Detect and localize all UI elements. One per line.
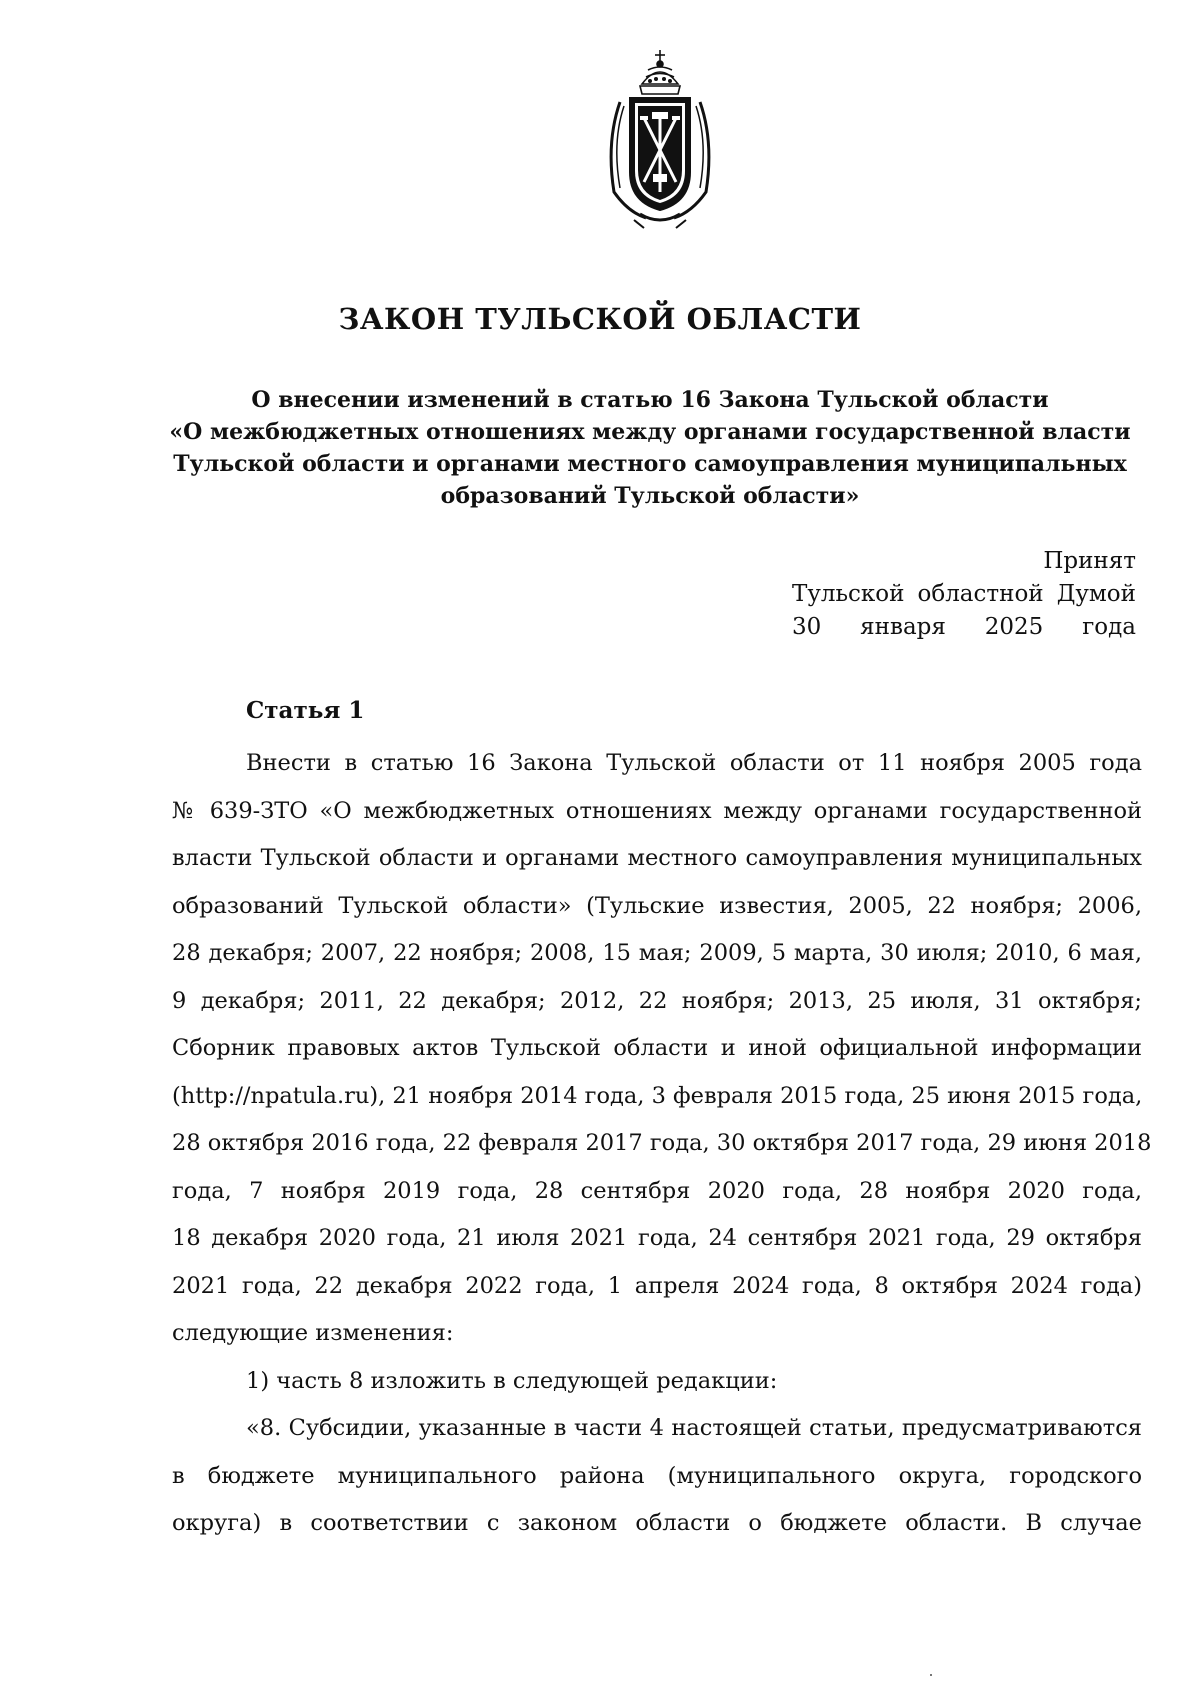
law-subtitle	[150, 384, 1150, 512]
adopted-by	[792, 578, 1136, 611]
body-line: в бюджете муниципального района (муниципального округа, городского	[172, 1462, 1142, 1489]
body-line: № 639-ЗТО «О межбюджетных отношениях между органами государственной	[172, 797, 1142, 824]
adopted-label: Принят	[1043, 548, 1136, 574]
body-line: Сборник правовых актов Тульской области и иной официальной информации	[172, 1035, 1142, 1061]
adoption-year: 2025	[984, 614, 1044, 640]
body-line: года, 7 ноября 2019 года, 28 сентября 2020 года, 28 ноября 2020 года,	[172, 1177, 1142, 1204]
tula-coat-of-arms-icon	[600, 42, 720, 232]
adoption-year-word: года	[1082, 614, 1136, 640]
subtitle-line: «О межбюджетных отношениях между органами государственной власти	[169, 419, 1131, 445]
body-line: 28 декабря; 2007, 22 ноября; 2008, 15 мая; 2009, 5 марта, 30 июля; 2010, 6 мая,	[172, 940, 1142, 966]
body-line: 18 декабря 2020 года, 21 июля 2021 года, 24 сентября 2021 года, 29 октября	[172, 1225, 1142, 1251]
body-line: образований Тульской области» (Тульские известия, 2005, 22 ноября; 2006,	[172, 892, 1142, 919]
adoption-day: 30	[792, 614, 822, 640]
subtitle-line: образований Тульской области»	[440, 483, 860, 509]
body-line: 28 октября 2016 года, 22 февраля 2017 года, 30 октября 2017 года, 29 июня 2018	[172, 1130, 1152, 1156]
body-line: 9 декабря; 2011, 22 декабря; 2012, 22 ноября; 2013, 25 июля, 31 октября;	[172, 987, 1142, 1014]
body-line: 2021 года, 22 декабря 2022 года, 1 апреля 2024 года, 8 октября 2024 года)	[172, 1272, 1142, 1299]
article-body	[172, 740, 1152, 1548]
body-line: «8. Субсидии, указанные в части 4 настоящей статьи, предусматриваются	[246, 1415, 1142, 1441]
adoption-block	[792, 545, 1136, 644]
adoption-date	[792, 611, 1136, 644]
adoption-month: января	[860, 614, 946, 640]
body-line: Внести в статью 16 Закона Тульской области от 11 ноября 2005 года	[246, 750, 1142, 776]
adopted-by-word: Думой	[1056, 581, 1136, 607]
subtitle-line: О внесении изменений в статью 16 Закона Тульской области	[251, 387, 1049, 413]
body-line: 1) часть 8 изложить в следующей редакции:	[246, 1367, 778, 1394]
adopted-by-word: областной	[917, 581, 1044, 607]
body-line: власти Тульской области и органами местного самоуправления муниципальных	[172, 845, 1142, 871]
body-line: (http://npatula.ru), 21 ноября 2014 года, 3 февраля 2015 года, 25 июня 2015 года,	[172, 1082, 1143, 1109]
body-line: следующие изменения:	[172, 1320, 454, 1346]
body-line: округа) в соответствии с законом области о бюджете области. В случае	[172, 1510, 1142, 1536]
subtitle-line: Тульской области и органами местного самоуправления муниципальных	[173, 451, 1127, 477]
law-title: ЗАКОН ТУЛЬСКОЙ ОБЛАСТИ	[338, 302, 862, 336]
scan-speck	[930, 1674, 932, 1676]
article-heading: Статья 1	[246, 697, 365, 724]
adopted-by-word: Тульской	[792, 581, 905, 607]
